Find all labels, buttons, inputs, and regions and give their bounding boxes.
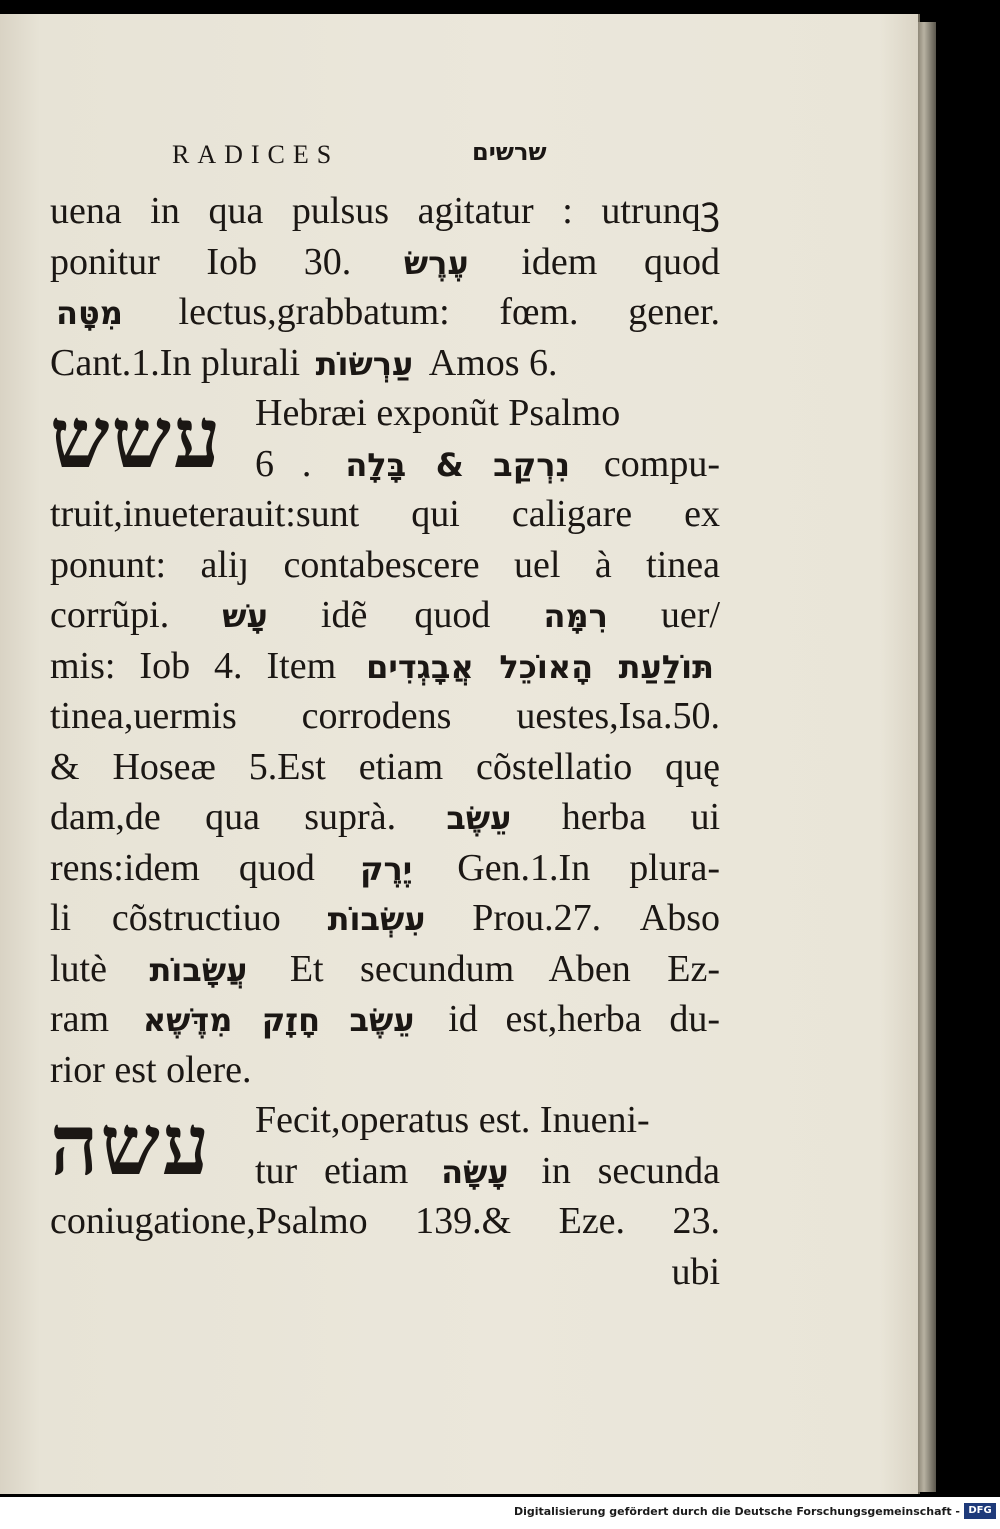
hebrew-word: יֶרֶק bbox=[359, 849, 413, 888]
hebrew-word: עָשָׂה bbox=[441, 1152, 509, 1191]
text-line: truit,inueterauit:sunt qui caligare ex bbox=[50, 493, 720, 535]
hebrew-word: עֵשֶׂב חָזָק מִדֶּשֶׁא bbox=[142, 1001, 415, 1039]
text-line: rens:idem quod יֶרֶק Gen.1.In plura- bbox=[50, 846, 720, 889]
hebrew-word: תּוֹלַעַת הָאוֹכֵל אֲבָגְדִים bbox=[366, 647, 715, 686]
page-header bbox=[172, 140, 592, 180]
hebrew-word: עַרְשׂוֹת bbox=[315, 344, 414, 383]
text-line: 6 . נִרְקַב & בָּלָה compu- bbox=[255, 442, 720, 485]
funding-credit: Digitalisierung gefördert durch die Deutsche Forschungsgemeinschaft - bbox=[513, 1505, 960, 1518]
text-line: עשה Fecit,operatus est. Inueni- bbox=[50, 1095, 650, 1194]
text-line: tinea,uermis corrodens uestes,Isa.50. bbox=[50, 695, 720, 737]
text-line: Cant.1.In plurali עַרְשׂוֹת Amos 6. bbox=[50, 341, 558, 384]
text-line: uena in qua pulsus agitatur : utrunqꝫ bbox=[50, 190, 720, 232]
text-line: li cõstructiuo עִשְׂבוֹת Prou.27. Abso bbox=[50, 897, 721, 939]
hebrew-word: רִמָּה bbox=[543, 597, 608, 635]
page-edge bbox=[918, 22, 936, 1492]
text-line: mis: Iob 4. Item תּוֹלַעַת הָאוֹכֵל אֲבָגְדִים bbox=[50, 644, 715, 687]
text-line: corrũpi. עָשׁ idẽ quod רִמָּה uer/ bbox=[50, 594, 720, 636]
text-line: tur etiam עָשָׂה in secunda bbox=[255, 1149, 720, 1192]
text-line: & Hoseæ 5.Est etiam cõstellatio quę bbox=[50, 745, 720, 788]
text-line: מִטָּה lectus,grabbatum: fœm. gener. bbox=[56, 291, 721, 333]
hebrew-word: עֶרֶשׂ bbox=[403, 243, 469, 282]
hebrew-word: מִטָּה bbox=[56, 294, 123, 332]
text-line: lutè עֲשָׂבוֹת Et secundum Aben Ez- bbox=[50, 947, 721, 990]
hebrew-word: נִרְקַב & בָּלָה bbox=[345, 445, 571, 484]
hebrew-word: עִשְׂבוֹת bbox=[327, 900, 426, 938]
headword-ashash: עשש bbox=[50, 388, 223, 487]
digitization-footer bbox=[0, 1497, 1000, 1529]
text-block bbox=[50, 186, 720, 1297]
text-line: coniugatione,Psalmo 139.& Eze. 23. bbox=[50, 1200, 720, 1242]
text-line: rior est olere. bbox=[50, 1048, 252, 1091]
text-line: ponunt: aliȷ contabescere uel à tinea bbox=[50, 543, 720, 586]
text-line: עשש Hebræi exponũt Psalmo bbox=[50, 388, 621, 487]
hebrew-word: עֵשֶׂב bbox=[446, 799, 512, 837]
hebrew-word: עָשׁ bbox=[222, 597, 268, 635]
headword-asah: עשה bbox=[50, 1095, 212, 1194]
text-line: ponitur Iob 30. עֶרֶשׂ idem quod bbox=[50, 240, 720, 283]
catchword: ubi bbox=[671, 1250, 720, 1293]
running-head-hebrew: שרשים bbox=[472, 138, 547, 166]
dfg-logo-icon: DFG bbox=[964, 1503, 996, 1519]
hebrew-word: עֲשָׂבוֹת bbox=[149, 950, 248, 989]
text-line: ram עֵשֶׂב חָזָק מִדֶּשֶׁא id est,herba du- bbox=[50, 998, 721, 1040]
running-head: RADICES bbox=[172, 140, 340, 169]
text-line: dam,de qua suprà. עֵשֶׂב herba ui bbox=[50, 796, 721, 838]
